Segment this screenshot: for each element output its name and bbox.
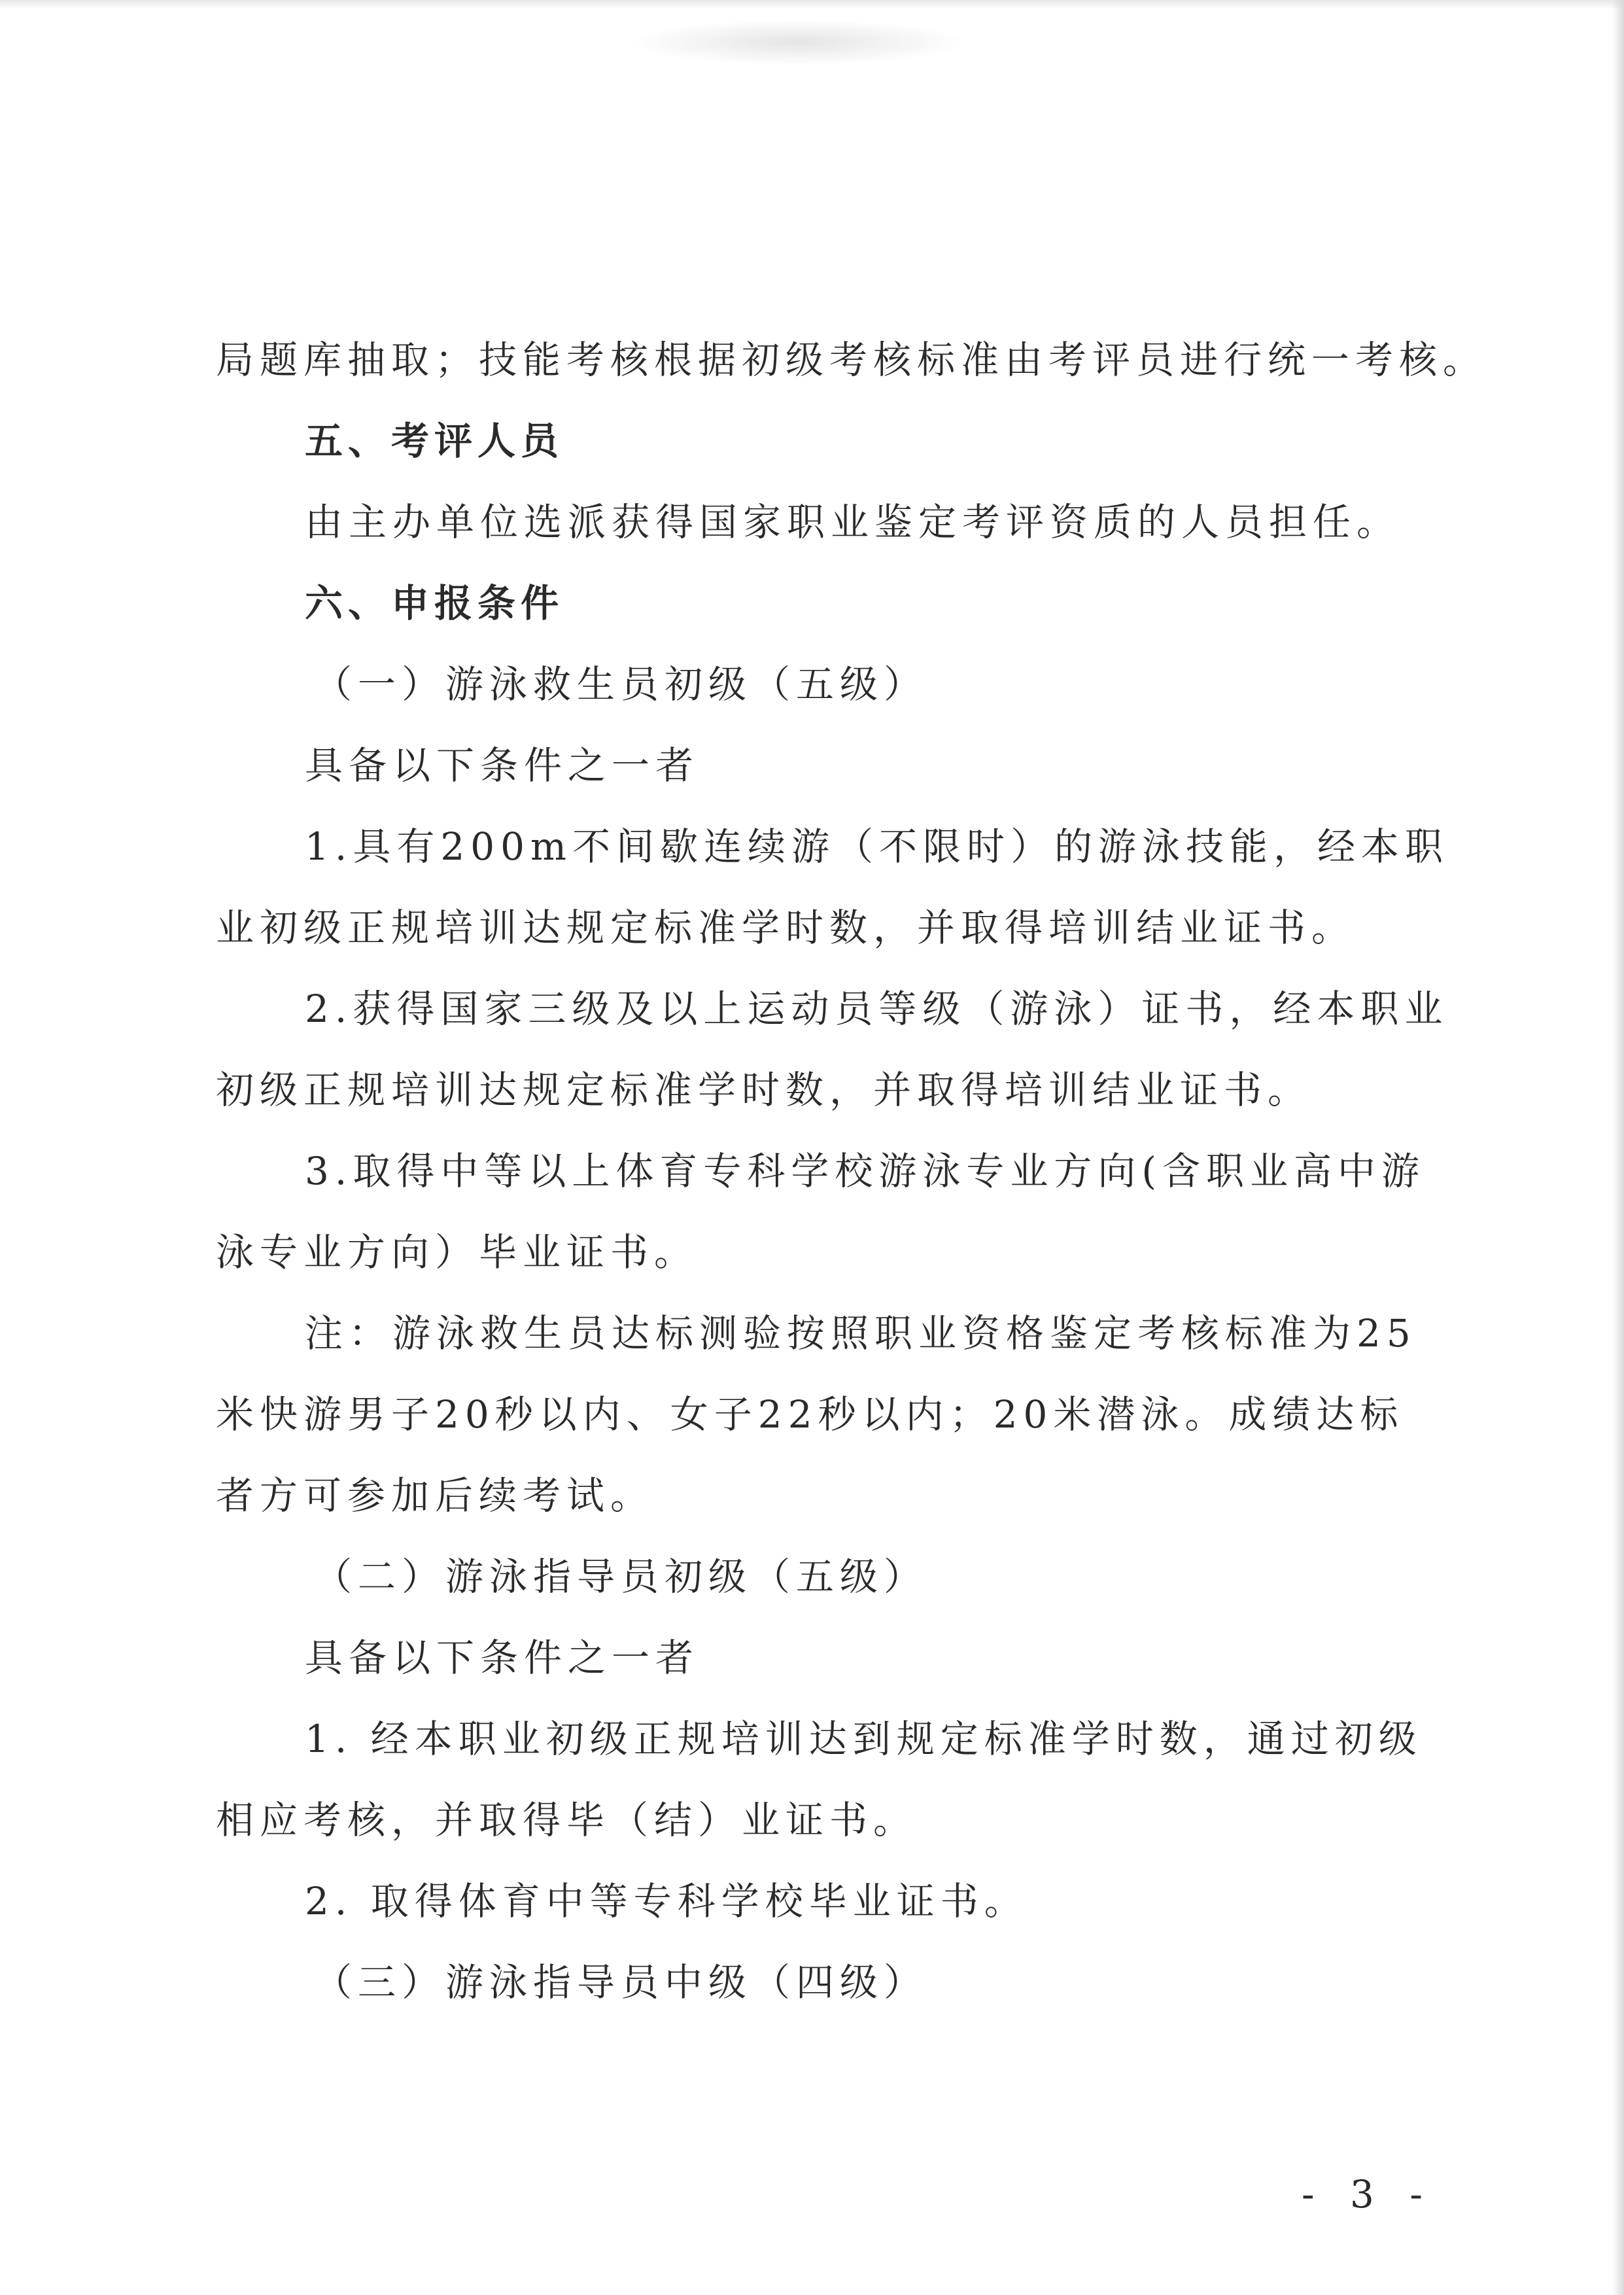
subsection-heading: （二）游泳指导员初级（五级） — [314, 1554, 928, 1599]
page-number: - 3 - — [1302, 2172, 1434, 2216]
paragraph-line: 具备以下条件之一者 — [305, 1636, 700, 1680]
paragraph-line: 初级正规培训达规定标准学时数，并取得培训结业证书。 — [216, 1068, 1312, 1112]
scan-edge-top — [0, 0, 1624, 9]
paragraph-line: 3.取得中等以上体育专科学校游泳专业方向(含职业高中游 — [305, 1149, 1425, 1193]
note-line: 注：游泳救生员达标测验按照职业资格鉴定考核标准为25 — [305, 1311, 1417, 1356]
section-heading-evaluators: 五、考评人员 — [305, 419, 564, 463]
paragraph-line: 具备以下条件之一者 — [305, 743, 700, 788]
note-line: 米快游男子20秒以内、女子22秒以内；20米潜泳。成绩达标 — [216, 1392, 1404, 1437]
paragraph-line: 业初级正规培训达规定标准学时数，并取得培训结业证书。 — [216, 905, 1356, 950]
subsection-heading: （三）游泳指导员中级（四级） — [314, 1960, 928, 2005]
paragraph-line: 2.获得国家三级及以上运动员等级（游泳）证书，经本职业 — [305, 987, 1449, 1031]
note-line: 者方可参加后续考试。 — [216, 1473, 655, 1518]
section-heading-conditions: 六、申报条件 — [305, 581, 564, 625]
paragraph-line: 1.具有200m不间歇连续游（不限时）的游泳技能，经本职 — [305, 824, 1449, 869]
paragraph-line: 由主办单位选派获得国家职业鉴定考评资质的人员担任。 — [305, 500, 1401, 544]
paragraph-line: 局题库抽取；技能考核根据初级考核标准由考评员进行统一考核。 — [216, 338, 1487, 382]
scan-smudge — [628, 20, 968, 65]
paragraph-line: 1. 经本职业初级正规培训达到规定标准学时数，通过初级 — [305, 1717, 1423, 1761]
paragraph-line: 泳专业方向）毕业证书。 — [216, 1230, 699, 1274]
paragraph-line: 2. 取得体育中等专科学校毕业证书。 — [305, 1879, 1028, 1923]
scan-edge-right — [1612, 0, 1624, 2295]
paragraph-line: 相应考核，并取得毕（结）业证书。 — [216, 1798, 918, 1842]
subsection-heading: （一）游泳救生员初级（五级） — [314, 662, 928, 707]
